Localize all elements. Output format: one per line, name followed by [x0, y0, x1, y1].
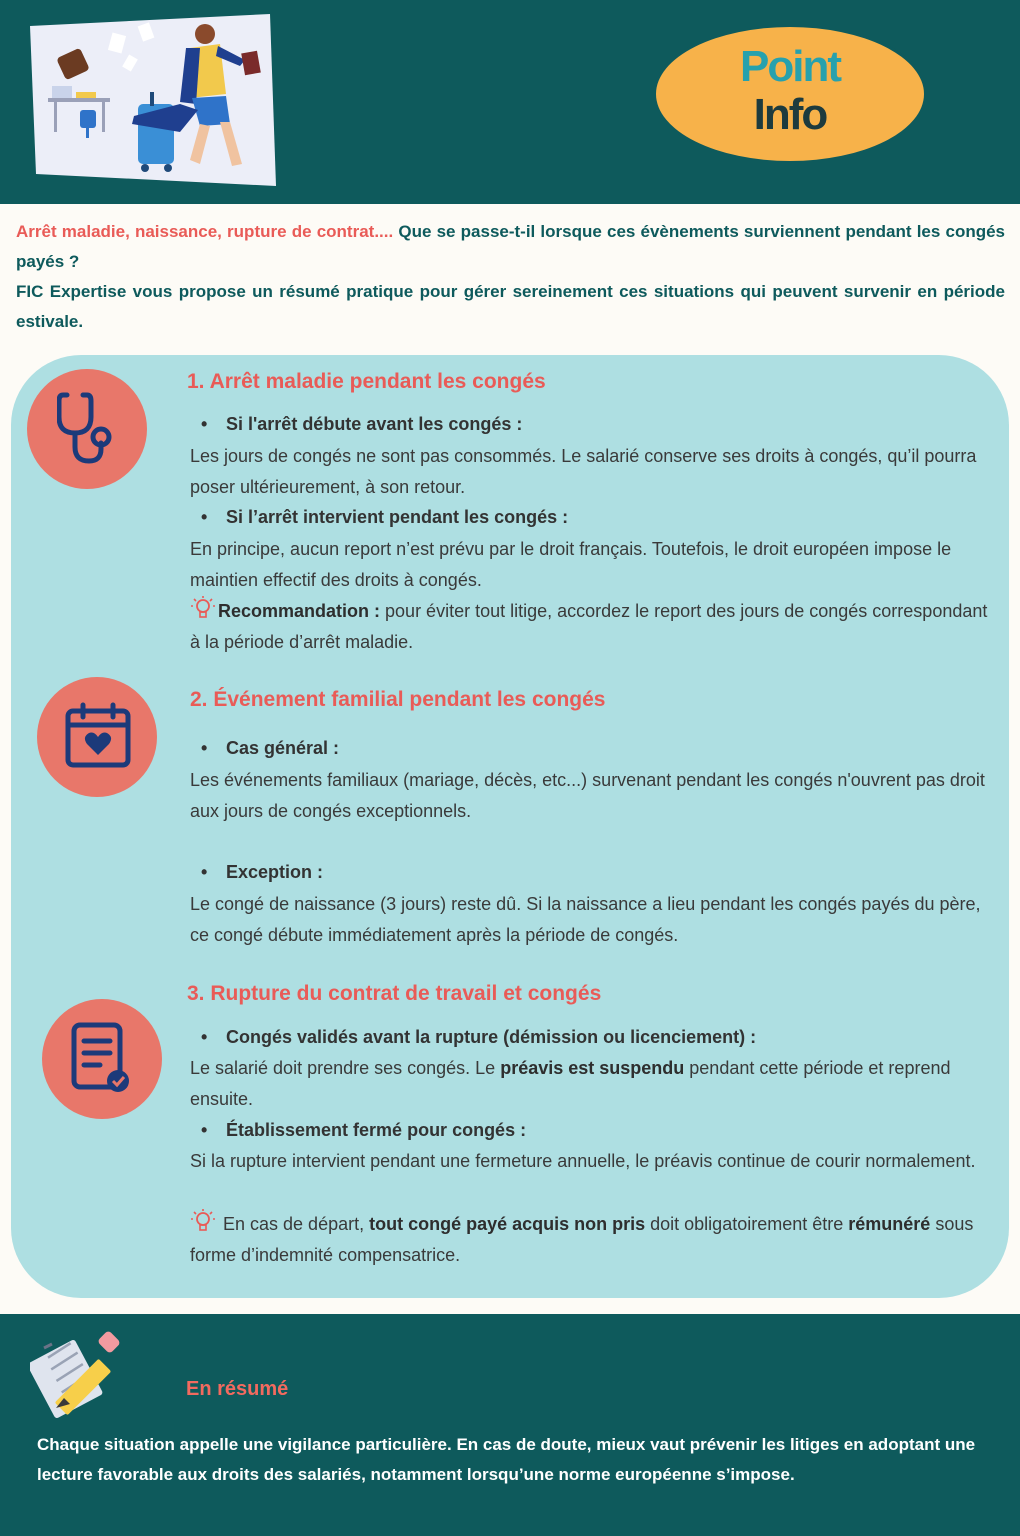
section-2-bullet-1-label: Cas général : [226, 738, 340, 758]
note-c: doit obligatoirement être [645, 1214, 849, 1234]
section-2-title: 2. Événement familial pendant les congés [190, 688, 606, 711]
section-1-bullet-1 [203, 414, 522, 435]
section-1-bullet-2-label: Si l’arrêt intervient pendant les congés : [226, 507, 569, 527]
section-2-bullet-2 [203, 862, 323, 883]
intro-text [16, 217, 1005, 337]
calendar-heart-icon [63, 701, 133, 771]
section-2-text-2: Le congé de naissance (3 jours) reste dû. Si la naissance a lieu pendant les congés payés du père, ce congé débute immédiatement après la période de congés. [190, 894, 981, 945]
note-e: sous forme d’indemnité compensatrice. [190, 1214, 974, 1265]
section-3-title: 3. Rupture du contrat de travail et congés [187, 982, 602, 1005]
lightbulb-icon [190, 1208, 218, 1234]
badge-line-2: Info [753, 90, 827, 139]
section-3-text-1 [190, 1053, 990, 1115]
section-2-text-1: Les événements familiaux (mariage, décès, etc...) survenant pendant les congés n'ouvrent pas droit aux jours de congés exceptionnels. [190, 770, 985, 821]
section-2-bullet-2-label: Exception : [226, 862, 324, 882]
section-2-bullet-1 [203, 738, 339, 759]
section-3-text-1-bold: préavis est suspendu [500, 1058, 685, 1078]
lightbulb-icon [190, 595, 218, 621]
note-b: tout congé payé acquis non pris [369, 1214, 646, 1234]
intro-question: Que se passe-t-il lorsque ces évènements surviennent pendant les congés payés ? [16, 222, 1006, 271]
document-check-icon [70, 1021, 134, 1097]
section-3-text-1-c: pendant cette période et reprend ensuite. [190, 1058, 951, 1109]
summary-text: Chaque situation appelle une vigilance particulière. En cas de doute, mieux vaut prévenir les litiges en adoptant une lecture favorable aux droits des salariés, notamment lorsqu’une norme européenne s’impose. [37, 1435, 976, 1484]
section-3-note [190, 1208, 990, 1271]
point-info-badge [653, 24, 927, 164]
section-3-text-2: Si la rupture intervient pendant une fermeture annuelle, le préavis continue de courir normalement. [190, 1151, 976, 1171]
section-1-title: 1. Arrêt maladie pendant les congés [187, 370, 546, 393]
section-3-bullet-2-label: Établissement fermé pour congés : [226, 1120, 527, 1140]
recommendation-text: pour éviter tout litige, accordez le report des jours de congés correspondant à la période d’arrêt maladie. [190, 601, 988, 652]
summary-footer [0, 1314, 1020, 1536]
document-icon-circle [42, 999, 162, 1119]
intro-summary: FIC Expertise vous propose un résumé pratique pour gérer sereinement ces situations qui peuvent survenir en période estivale. [16, 282, 1005, 331]
header-banner [0, 0, 1020, 204]
note-d: rémunéré [848, 1214, 931, 1234]
intro-highlight: Arrêt maladie, naissance, rupture de contrat.... [16, 222, 394, 241]
badge-line-1: Point [740, 42, 840, 91]
stethoscope-icon-circle [27, 369, 147, 489]
summary-title: En résumé [186, 1378, 289, 1400]
recommendation-label: Recommandation : [218, 601, 381, 621]
section-1-text-1: Les jours de congés ne sont pas consommés. Le salarié conserve ses droits à congés, qu’il pourra poser ultérieurement, à son retour. [190, 446, 977, 497]
section-1-bullet-1-label: Si l'arrêt débute avant les congés : [226, 414, 523, 434]
section-1-recommendation [190, 595, 990, 658]
section-3-text-1-a: Le salarié doit prendre ses congés. Le [190, 1058, 501, 1078]
section-1-text-2: En principe, aucun report n’est prévu par le droit français. Toutefois, le droit européen impose le maintien effectif des droits à congés. [190, 539, 952, 590]
traveler-illustration [30, 14, 276, 186]
section-1-bullet-2 [203, 507, 568, 528]
note-a: En cas de départ, [218, 1214, 370, 1234]
section-3-bullet-2 [203, 1120, 526, 1141]
calendar-icon-circle [37, 677, 157, 797]
section-3-bullet-1 [203, 1027, 756, 1048]
stethoscope-icon [57, 391, 119, 467]
notepad-pencil-icon [30, 1326, 134, 1422]
section-3-bullet-1-label: Congés validés avant la rupture (démission ou licenciement) : [226, 1027, 757, 1047]
